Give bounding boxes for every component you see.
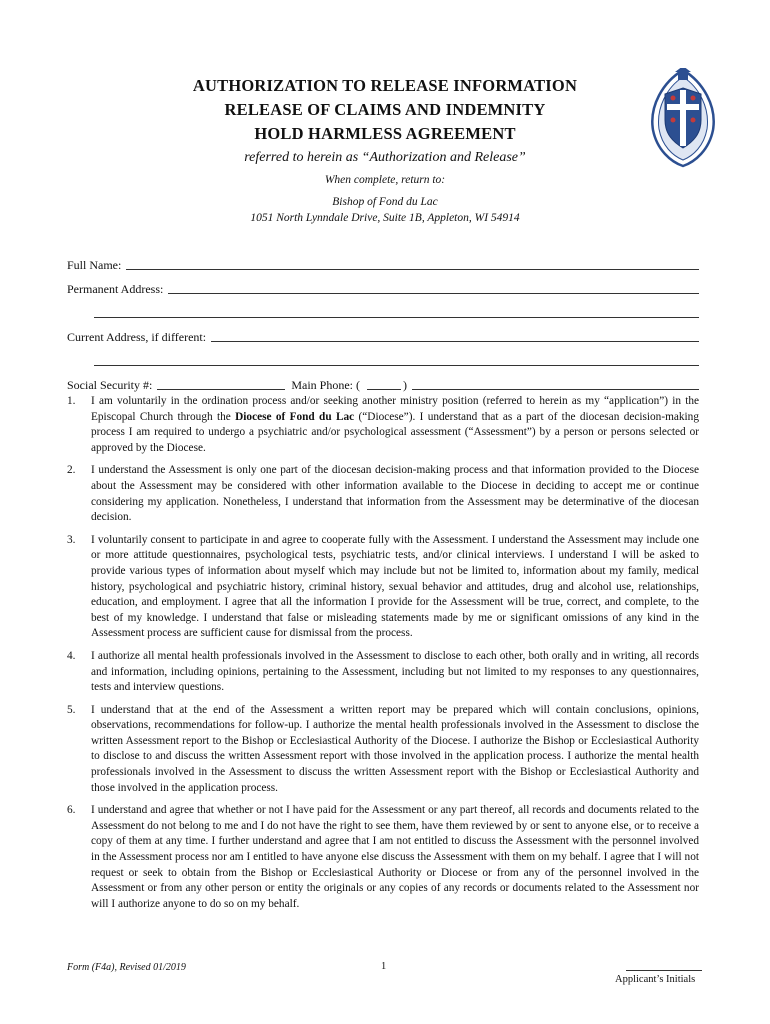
subtitle: referred to herein as “Authorization and Release” <box>244 150 526 165</box>
current-address-label: Current Address, if different: <box>67 330 207 344</box>
return-to-label: When complete, return to: <box>324 174 446 186</box>
title-line-1: AUTHORIZATION TO RELEASE INFORMATION <box>192 76 578 95</box>
applicant-initials-field[interactable] <box>626 970 702 971</box>
item-number: 6. <box>67 804 76 817</box>
title-line-3: HOLD HARMLESS AGREEMENT <box>254 124 516 143</box>
list-item <box>67 463 699 525</box>
title-line-2: RELEASE OF CLAIMS AND INDEMNITY <box>224 100 546 119</box>
item-text: I understand the Assessment is only one part of the diocesan decision-making process and that information provided to the Diocese about the Assessment may be considered with other information available to the Diocese in deciding to accept me or continue considering my application. Nonetheless, I understand that information from the Assessment may be determinative of the diocesan decision. <box>91 464 699 524</box>
item-text: I authorize all mental health professionals involved in the Assessment to disclose to each other, both orally and in writing, all records and information, including opinions, pertaining to the Assessment, including but not limited to my responses to any questionnaires, tests and interview questions. <box>91 649 699 694</box>
current-address-row <box>67 321 699 345</box>
permanent-address-row <box>67 273 699 297</box>
return-address <box>120 194 650 226</box>
ssn-label: Social Security #: <box>67 378 153 392</box>
list-item <box>67 533 699 642</box>
header <box>120 74 650 226</box>
full-name-field[interactable] <box>126 258 699 270</box>
address-name: Bishop of Fond du Lac <box>332 196 438 208</box>
list-item <box>67 394 699 456</box>
item-number: 5. <box>67 703 76 716</box>
item-number: 3. <box>67 533 76 546</box>
form-revision: Form (F4a), Revised 01/2019 <box>67 962 186 973</box>
permanent-address-field-line2[interactable] <box>94 306 699 318</box>
current-address-field[interactable] <box>211 330 699 342</box>
item-number: 4. <box>67 649 76 662</box>
item-number: 1. <box>67 395 76 407</box>
main-phone-label: Main Phone: ( <box>291 378 360 392</box>
list-item <box>67 649 699 696</box>
permanent-address-row-2 <box>67 297 699 321</box>
ssn-field[interactable] <box>157 378 285 390</box>
applicant-info-fields <box>67 249 699 393</box>
applicant-initials-label: Applicant’s Initials <box>615 974 696 985</box>
permanent-address-label: Permanent Address: <box>67 282 164 296</box>
full-name-label: Full Name: <box>67 258 122 272</box>
current-address-field-line2[interactable] <box>94 354 699 366</box>
address-street: 1051 North Lynndale Drive, Suite 1B, Appleton, WI 54914 <box>250 212 520 224</box>
diocese-name: Diocese of Fond du Lac <box>235 410 355 423</box>
item-text: I understand and agree that whether or not I have paid for the Assessment or any part thereof, all records and documents related to the Assessment do not belong to me and I do not have the right to see them, have them reviewed by or sent to anyone else, or to receive a copy of them at any time. I further understand and agree that I am not entitled to discuss the Assessment with the personnel involved in the Assessment process nor am I entitled to have anyone else discuss the Assessment with them on my behalf. I agree that I will not request or seek to obtain from the Bishop or Ecclesiastical Authority or Diocese or from any of the personnel involved in the Assessment or from any other person or entity the originals or any copies of any records or documents related to the Assessment nor will I authorize anyone to do so on my behalf. <box>91 804 699 910</box>
current-address-row-2 <box>67 345 699 369</box>
list-item <box>67 703 699 797</box>
phone-close-paren: ) <box>403 378 407 392</box>
page-number: 1 <box>381 961 387 972</box>
item-number: 2. <box>67 464 76 477</box>
item-text: I understand that at the end of the Assessment a written report may be prepared which will contain conclusions, opinions, observations, recommendations for follow-up. I authorize the mental health professionals involved in the Assessment to disclose the written Assessment report to the Bishop or Ecclesiastical Authority of the Diocese. I authorize the Bishop or Ecclesiastical Authority to disclose to and discuss the written Assessment report with those involved in the application process. I authorize the mental health professionals involved in the Assessment to discuss the written Assessment report with the Bishop or Ecclesiastical Authority and those involved in the application process. <box>91 703 699 794</box>
item-text: I voluntarily consent to participate in and agree to cooperate fully with the Assessment. I understand the Assessment may include one or more attitude questionnaires, psychological tests, psychiatric tests, and/or clinical interviews. I understand I will be asked to provide various types of information about myself which may include but not be limited to, information about my family, medical history, psychological and psychiatric history, criminal history, sexual behavior and attitudes, drug and alcohol use, relationships, education, and employment. I agree that all the information I provide for the Assessment will be true, correct, and complete, to the best of my knowledge. I understand that false or misleading statements made by me or significant omissions of any kind in the Assessment process are sufficient cause for dismissal from the process. <box>91 533 699 640</box>
main-phone-field[interactable] <box>412 378 699 390</box>
area-code-field[interactable] <box>367 378 401 390</box>
full-name-row <box>67 249 699 273</box>
agreement-clauses <box>67 394 699 919</box>
list-item <box>67 803 699 912</box>
ssn-phone-row <box>67 369 699 393</box>
diocese-seal-icon <box>645 68 721 168</box>
item-text: I am voluntarily in the ordination process and/or seeking another ministry position (referred to herein as my “application”) in the Episcopal Church through the Diocese of Fond du Lac (“Diocese”). I understand that as a part of the diocesan decision-making process I am required to undergo a psychiatric and/or psychological assessment (“Assessment”) by a person or persons selected or approved by the Diocese. <box>91 395 699 454</box>
permanent-address-field[interactable] <box>168 282 699 294</box>
